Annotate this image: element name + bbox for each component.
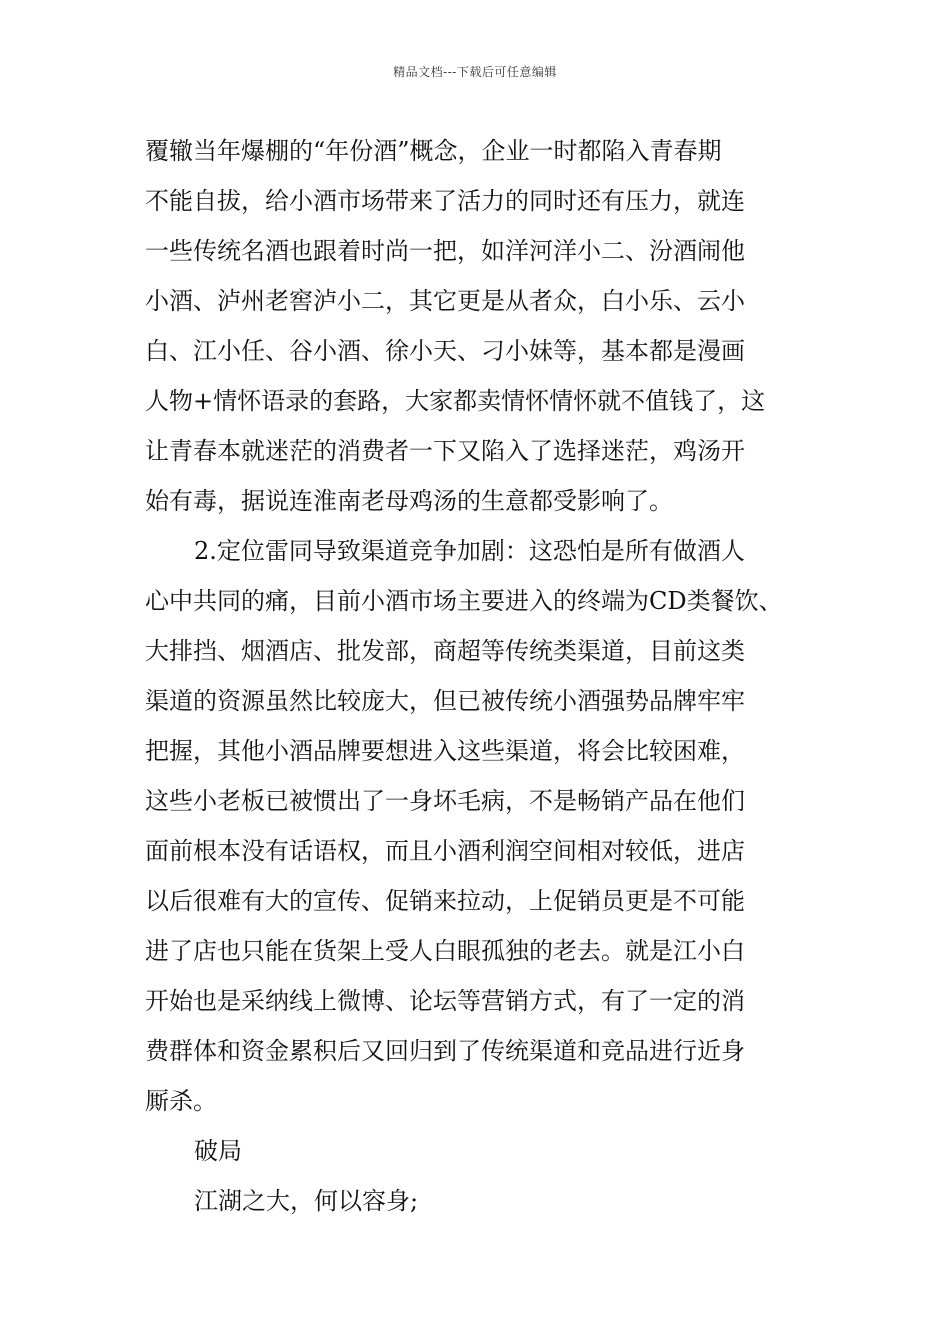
text-line: 不能自拔，给小酒市场带来了活力的同时还有压力，就连: [145, 187, 745, 215]
text-line: 渠道的资源虽然比较庞大，但已被传统小酒强势品牌牢牢: [145, 687, 745, 715]
text-line: 厮杀。: [145, 1087, 217, 1115]
text-line: 一些传统名酒也跟着时尚一把，如洋河洋小二、汾酒闹他: [145, 237, 745, 265]
text-line: 面前根本没有话语权，而且小酒利润空间相对较低，进店: [145, 837, 745, 865]
document-body: [145, 126, 835, 1226]
text-line: 覆辙当年爆棚的“年份酒”概念，企业一时都陷入青春期: [145, 137, 722, 165]
text-line: 始有毒，据说连淮南老母鸡汤的生意都受影响了。: [145, 487, 673, 515]
text-line: 费群体和资金累积后又回归到了传统渠道和竞品进行近身: [145, 1037, 745, 1065]
text-line: 以后很难有大的宣传、促销来拉动，上促销员更是不可能: [145, 887, 745, 915]
text-line: 让青春本就迷茫的消费者一下又陷入了选择迷茫，鸡汤开: [145, 437, 745, 465]
text-line: 白、江小任、谷小酒、徐小天、刁小妹等，基本都是漫画: [145, 337, 745, 365]
paragraph-start-line: 2.定位雷同导致渠道竞争加剧：这恐怕是所有做酒人: [194, 537, 745, 565]
text-line: 小酒、泸州老窖泸小二，其它更是从者众，白小乐、云小: [145, 287, 745, 315]
section-heading: 破局: [194, 1137, 242, 1165]
text-line: 人物+情怀语录的套路，大家都卖情怀情怀就不值钱了，这: [145, 387, 766, 415]
text-line: 开始也是采纳线上微博、论坛等营销方式，有了一定的消: [145, 987, 745, 1015]
text-line: 进了店也只能在货架上受人白眼孤独的老去。就是江小白: [145, 937, 745, 965]
paragraph-start-line: 江湖之大，何以容身;: [194, 1187, 419, 1215]
page-header: 精品文档---下载后可任意编辑: [393, 65, 557, 79]
text-line: 大排挡、烟酒店、批发部，商超等传统类渠道，目前这类: [145, 637, 745, 665]
text-line: 把握，其他小酒品牌要想进入这些渠道，将会比较困难，: [145, 737, 745, 765]
text-line: 这些小老板已被惯出了一身坏毛病，不是畅销产品在他们: [145, 787, 745, 815]
text-line: 心中共同的痛，目前小酒市场主要进入的终端为CD类餐饮、: [145, 587, 783, 615]
